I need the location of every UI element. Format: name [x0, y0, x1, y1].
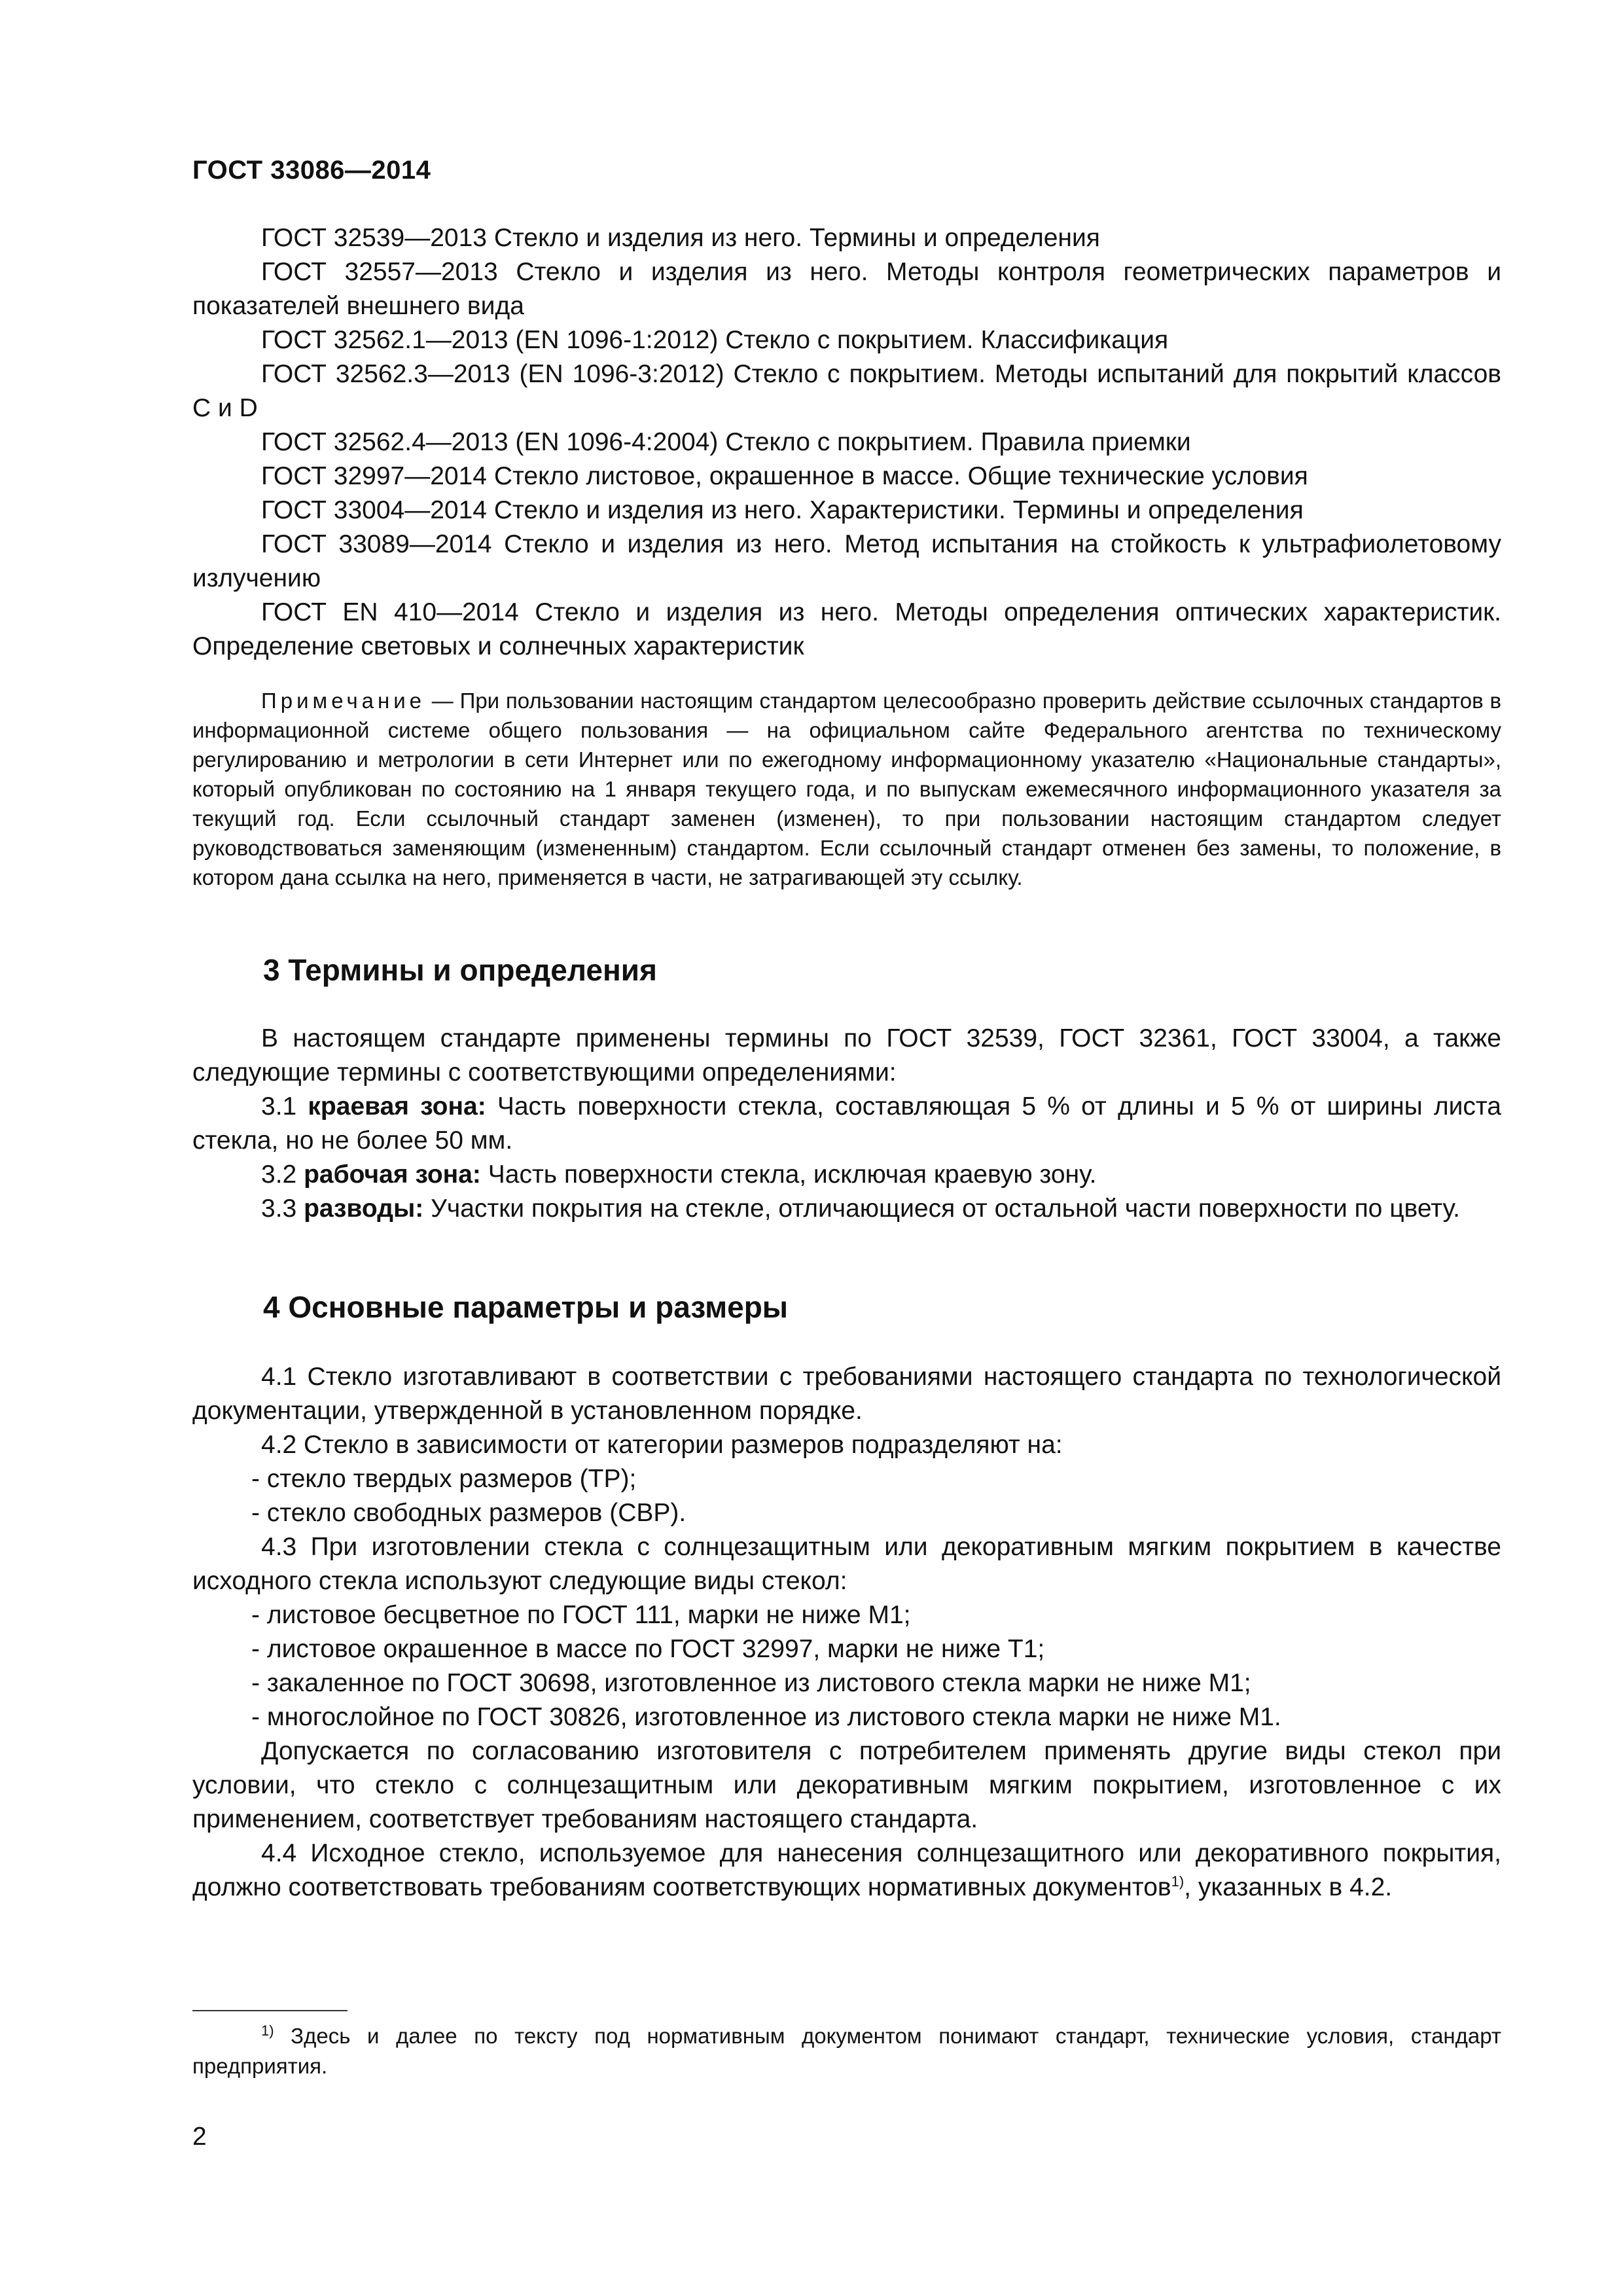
footnote-body: Здесь и далее по тексту под нормативным документом понимают стандарт, технические условия, стандарт предприятия. — [192, 2024, 1501, 2078]
document-header: ГОСТ 33086—2014 — [192, 156, 431, 185]
section-4-body — [192, 1360, 1501, 1905]
term-definition — [192, 1158, 1501, 1192]
reference-item: ГОСТ 32562.1—2013 (EN 1096-1:2012) Стекло с покрытием. Классификация — [261, 326, 1169, 354]
section-3-body — [192, 1022, 1501, 1226]
footnote-text — [192, 2021, 1501, 2081]
reference-item: ГОСТ 32557—2013 Стекло и изделия из него. Методы контроля геометрических параметров и показателей внешнего вида — [192, 258, 1501, 320]
reference-item: ГОСТ EN 410—2014 Стекло и изделия из него. Методы определения оптических характеристик. Определение световых и солнечных характеристик — [192, 598, 1501, 660]
term-number: 3.1 — [261, 1092, 308, 1121]
list-item: - стекло твердых размеров (ТР); — [251, 1465, 637, 1493]
footnote-marker: 1) — [261, 2022, 274, 2039]
term-name: разводы: — [304, 1194, 424, 1223]
section-3-intro: В настоящем стандарте применены термины по ГОСТ 32539, ГОСТ 32361, ГОСТ 33004, а также следующие термины с соответствующими определениями: — [192, 1024, 1501, 1086]
paragraph-4-3-continued: Допускается по согласованию изготовителя с потребителем применять другие виды стекол при условии, что стекло с солнцезащитным или декоративным мягким покрытием, изготовленное с их применением, соответствует требованиям настоящего стандарта. — [192, 1737, 1501, 1833]
note-text: — При пользовании настоящим стандартом целесообразно проверить действие ссылочных стандартов в информационной системе общего пользования — на официальном сайте Федерального агентства по техническому регулированию и метрологии в сети Интернет или по ежегодному информационному указателю «Национальные стандарты», который опубликован по состоянию на 1 января текущего года, и по выпускам ежемесячного информационного указателя за текущий год. Если ссылочный стандарт заменен (изменен), то при пользовании настоящим стандартом следует руководствоваться заменяющим (измененным) стандартом. Если ссылочный стандарт отменен без замены, то положение, в котором дана ссылка на него, применяется в части, не затрагивающей эту ссылку. — [192, 689, 1501, 889]
section-3-title: 3 Термины и определения — [263, 953, 657, 987]
list-item: - закаленное по ГОСТ 30698, изготовленное из листового стекла марки не ниже М1; — [251, 1669, 1251, 1697]
term-definition — [192, 1192, 1501, 1226]
section-4-title: 4 Основные параметры и размеры — [263, 1290, 789, 1324]
term-name: краевая зона: — [308, 1092, 486, 1121]
footnote-reference: 1) — [1171, 1873, 1185, 1890]
page-number: 2 — [192, 2123, 207, 2151]
list-item: - многослойное по ГОСТ 30826, изготовленное из листового стекла марки не ниже М1. — [251, 1703, 1281, 1731]
reference-item: ГОСТ 32539—2013 Стекло и изделия из него. Термины и определения — [261, 224, 1100, 252]
paragraph-4-3: 4.3 При изготовлении стекла с солнцезащитным или декоративным мягким покрытием в качестве исходного стекла используют следующие виды стекол: — [192, 1533, 1501, 1595]
paragraph-4-4-end: , указанных в 4.2. — [1184, 1873, 1393, 1901]
list-item: - листовое бесцветное по ГОСТ 111, марки не ниже М1; — [251, 1601, 911, 1629]
term-definition — [192, 1090, 1501, 1158]
term-definition-text: Часть поверхности стекла, составляющая 5 % от длины и 5 % от ширины листа стекла, но не более 50 мм. — [192, 1092, 1501, 1155]
term-number: 3.2 — [261, 1160, 304, 1189]
paragraph-4-4 — [192, 1837, 1501, 1905]
paragraph-4-4-text: 4.4 Исходное стекло, используемое для нанесения солнцезащитного или декоративного покрытия, должно соответствовать требованиям соответствующих нормативных документов — [192, 1839, 1501, 1901]
note-paragraph — [192, 686, 1501, 892]
reference-item: ГОСТ 33004—2014 Стекло и изделия из него. Характеристики. Термины и определения — [261, 496, 1304, 524]
paragraph-4-2: 4.2 Стекло в зависимости от категории размеров подразделяют на: — [261, 1431, 1063, 1459]
term-number: 3.3 — [261, 1194, 304, 1223]
document-page — [192, 0, 1501, 2296]
term-name: рабочая зона: — [304, 1160, 481, 1189]
footnote-divider — [192, 2010, 348, 2011]
list-item: - стекло свободных размеров (СВР). — [251, 1499, 687, 1527]
note-block — [192, 686, 1501, 892]
term-definition-text: Часть поверхности стекла, исключая краевую зону. — [480, 1160, 1097, 1189]
reference-item: ГОСТ 32562.3—2013 (EN 1096-3:2012) Стекло с покрытием. Методы испытаний для покрытий классов C и D — [192, 360, 1501, 422]
paragraph-4-1: 4.1 Стекло изготавливают в соответствии с требованиями настоящего стандарта по технологической документации, утвержденной в установленном порядке. — [192, 1363, 1501, 1425]
note-label: Примечание — [261, 689, 426, 713]
list-item: - листовое окрашенное в массе по ГОСТ 32997, марки не ниже Т1; — [251, 1635, 1045, 1663]
reference-item: ГОСТ 32997—2014 Стекло листовое, окрашенное в массе. Общие технические условия — [261, 462, 1308, 490]
normative-references-list — [192, 221, 1501, 664]
footnote — [192, 2021, 1501, 2081]
reference-item: ГОСТ 33089—2014 Стекло и изделия из него. Метод испытания на стойкость к ультрафиолетовому излучению — [192, 530, 1501, 592]
reference-item: ГОСТ 32562.4—2013 (EN 1096-4:2004) Стекло с покрытием. Правила приемки — [261, 428, 1191, 456]
term-definition-text: Участки покрытия на стекле, отличающиеся от остальной части поверхности по цвету. — [423, 1194, 1460, 1223]
